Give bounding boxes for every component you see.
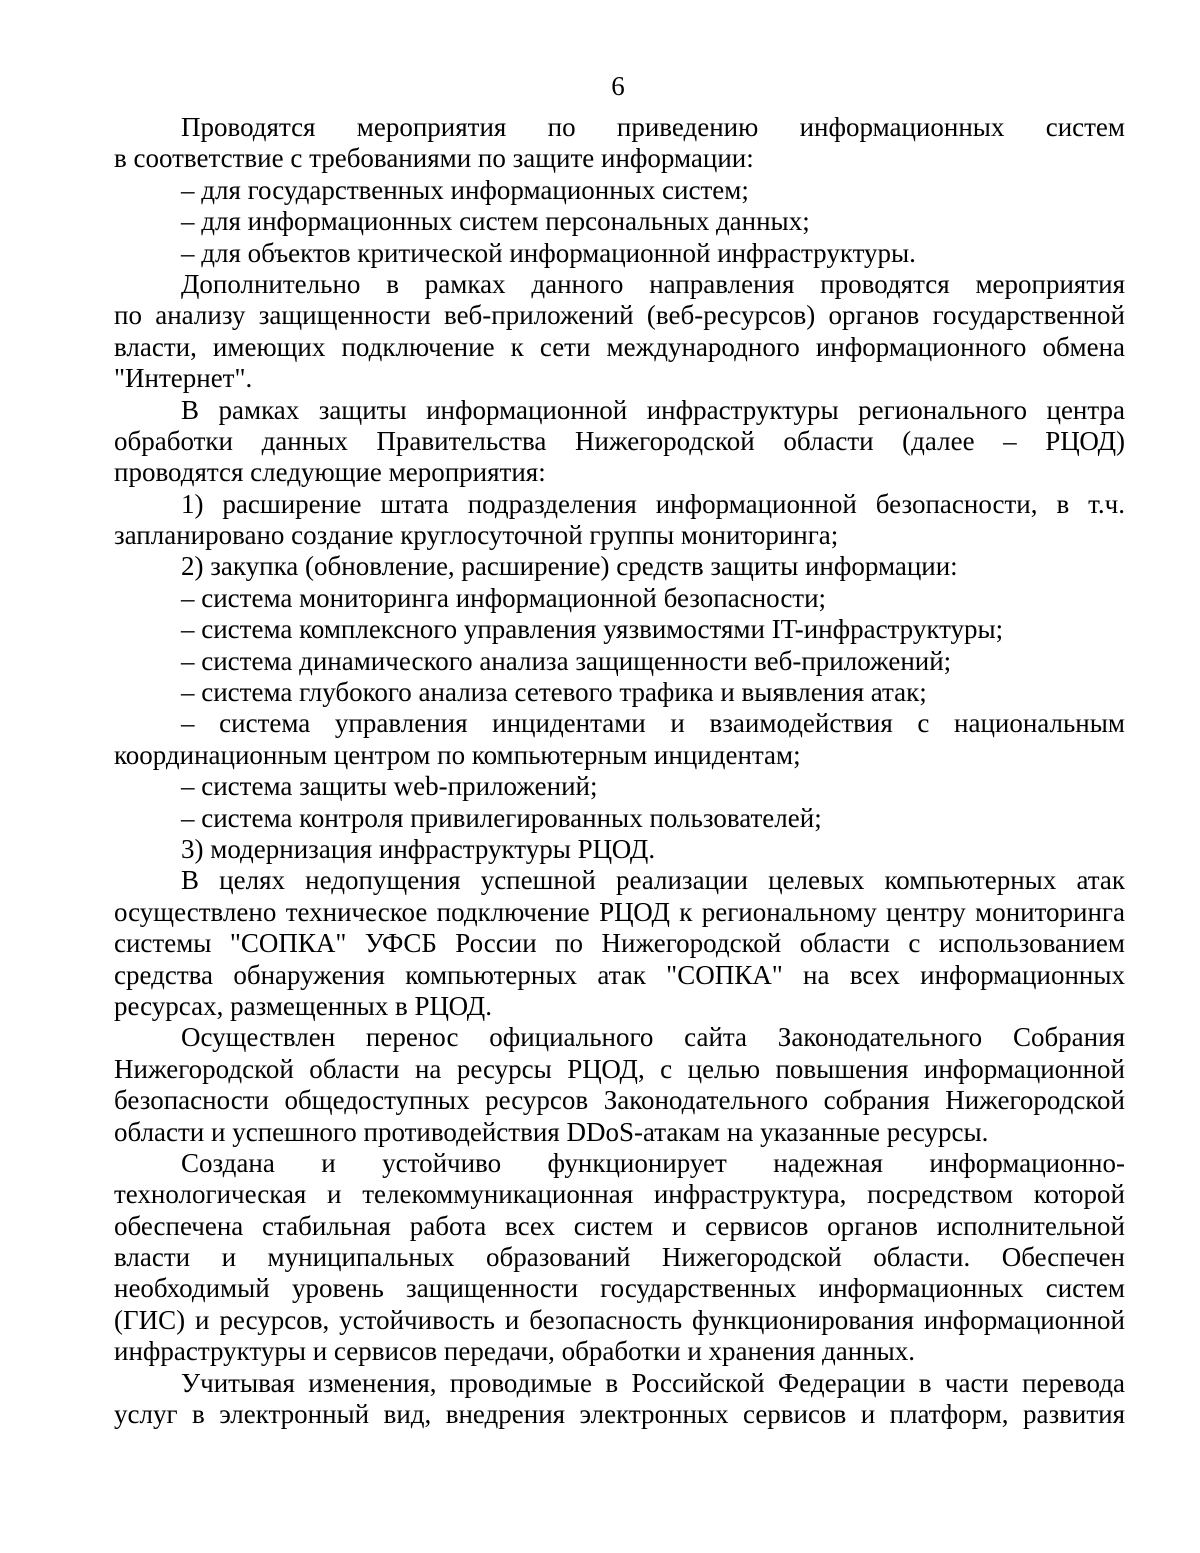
- text-line: в соответствие с требованиями по защите информации:: [114, 143, 754, 174]
- text-line: – для государственных информационных систем;: [181, 174, 749, 205]
- text-line: средства обнаружения компьютерных атак "СОПКА" на всех информационных: [114, 959, 1125, 990]
- text-line: безопасности общедоступных ресурсов Законодательного собрания Нижегородской: [114, 1085, 1125, 1116]
- text-line: необходимый уровень защищенности государственных информационных систем: [114, 1273, 1125, 1304]
- text-line: обеспечена стабильная работа всех систем и сервисов органов исполнительной: [114, 1210, 1125, 1241]
- text-line: области и успешного противодействия DDoS-атакам на указанные ресурсы.: [114, 1116, 989, 1147]
- text-line: запланировано создание круглосуточной группы мониторинга;: [114, 520, 839, 551]
- text-line: осуществлено техническое подключение РЦОД к региональному центру мониторинга: [114, 896, 1125, 927]
- text-line: – для объектов критической информационной инфраструктуры.: [181, 237, 916, 268]
- text-line: инфраструктуры и сервисов передачи, обработки и хранения данных.: [114, 1336, 916, 1367]
- text-line: 1) расширение штата подразделения информационной безопасности, в т.ч.: [181, 488, 1125, 519]
- page-number: 6: [611, 71, 625, 101]
- text-line: Создана и устойчиво функционирует надежная информационно-: [181, 1147, 1125, 1178]
- text-line: – система глубокого анализа сетевого трафика и выявления атак;: [181, 677, 927, 708]
- body-text: [114, 112, 1125, 1430]
- text-line: координационным центром по компьютерным инцидентам;: [114, 739, 801, 770]
- text-line: Дополнительно в рамках данного направления проводятся мероприятия: [181, 268, 1125, 299]
- text-line: власти, имеющих подключение к сети международного информационного обмена: [114, 331, 1125, 362]
- text-line: Осуществлен перенос официального сайта Законодательного Собрания: [181, 1022, 1125, 1053]
- text-line: обработки данных Правительства Нижегородской области (далее – РЦОД): [114, 425, 1125, 456]
- text-line: системы "СОПКА" УФСБ России по Нижегородской области с использованием: [114, 928, 1125, 959]
- text-line: услуг в электронный вид, внедрения электронных сервисов и платформ, развития: [114, 1399, 1125, 1430]
- text-line: – система контроля привилегированных пользователей;: [181, 802, 822, 833]
- text-line: Проводятся мероприятия по приведению информационных систем: [181, 112, 1125, 142]
- text-line: В целях недопущения успешной реализации целевых компьютерных атак: [181, 865, 1125, 896]
- text-line: – для информационных систем персональных данных;: [181, 206, 810, 237]
- text-line: 2) закупка (обновление, расширение) средств защиты информации:: [181, 551, 958, 582]
- text-line: – система комплексного управления уязвимостями IT-инфраструктуры;: [181, 614, 1004, 645]
- text-line: ресурсах, размещенных в РЦОД.: [114, 990, 492, 1021]
- text-line: – система динамического анализа защищенности веб-приложений;: [181, 645, 952, 676]
- text-line: (ГИС) и ресурсов, устойчивость и безопасность функционирования информационной: [114, 1304, 1125, 1335]
- text-line: власти и муниципальных образований Нижегородской области. Обеспечен: [114, 1242, 1125, 1273]
- text-line: "Интернет".: [114, 363, 253, 394]
- text-line: Нижегородской области на ресурсы РЦОД, с целью повышения информационной: [114, 1053, 1125, 1084]
- text-line: 3) модернизация инфраструктуры РЦОД.: [181, 833, 656, 864]
- text-line: Учитывая изменения, проводимые в Российской Федерации в части перевода: [181, 1367, 1125, 1398]
- text-line: В рамках защиты информационной инфраструктуры регионального центра: [181, 394, 1125, 425]
- text-line: проводятся следующие мероприятия:: [114, 457, 546, 488]
- text-line: – система мониторинга информационной безопасности;: [181, 582, 827, 613]
- text-line: технологическая и телекоммуникационная инфраструктура, посредством которой: [114, 1179, 1125, 1210]
- text-line: – система защиты web-приложений;: [181, 771, 598, 802]
- text-line: по анализу защищенности веб-приложений (веб-ресурсов) органов государственной: [114, 300, 1125, 331]
- text-line: – система управления инцидентами и взаимодействия с национальным: [181, 708, 1125, 739]
